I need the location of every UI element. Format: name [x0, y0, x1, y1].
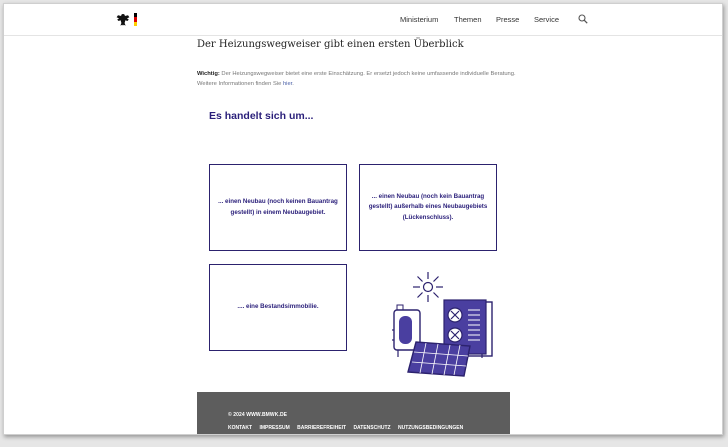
option-neubau-lueckenschluss[interactable] [359, 164, 497, 251]
copyright: © 2024 WWW.BMWK.DE [228, 412, 288, 418]
option-label: ... einen Neubau (noch kein Bauantrag gestellt) außerhalb eines Neubaugebiets (Lückenschluss). [368, 193, 488, 221]
browser-page [3, 3, 723, 435]
option-neubau-neubaugebiet[interactable] [209, 164, 347, 251]
option-label: ... einen Neubau (noch keinen Bauantrag gestellt) in einem Neubaugebiet. [218, 198, 338, 216]
nav-ministerium[interactable]: Ministerium [400, 15, 439, 24]
footer-link-barrierefreiheit[interactable]: BARRIEREFREIHEIT [297, 425, 347, 431]
footer-links [228, 425, 469, 431]
question-heading: Es handelt sich um... [209, 110, 314, 122]
sun-icon [413, 272, 443, 302]
heat-pump-solar-illustration [388, 270, 500, 378]
info-note [197, 70, 517, 89]
nav-service[interactable]: Service [534, 15, 560, 24]
option-label: .... eine Bestandsimmobilie. [237, 303, 319, 311]
nav-themen[interactable]: Themen [454, 15, 482, 24]
federal-eagle-icon[interactable] [116, 13, 130, 26]
solar-panel-icon [408, 342, 470, 376]
footer-link-impressum[interactable]: IMPRESSUM [259, 425, 290, 431]
note-label: Wichtig: [197, 71, 220, 77]
site-header [4, 4, 722, 36]
note-text: Der Heizungswegweiser bietet eine erste Einschätzung. Er ersetzt jedoch keine umfassende individuelle Beratung. Weitere Informationen finden Sie [197, 71, 516, 87]
note-link[interactable]: hier [282, 80, 293, 87]
option-bestandsimmobilie[interactable] [209, 264, 347, 351]
nav-presse[interactable]: Presse [496, 15, 520, 24]
search-icon[interactable] [578, 14, 588, 24]
footer-link-nutzungsbedingungen[interactable]: NUTZUNGSBEDINGUNGEN [397, 425, 464, 431]
german-flag-icon [134, 13, 137, 26]
note-end: . [292, 80, 294, 87]
site-footer [197, 392, 510, 435]
page-title: Der Heizungswegweiser gibt einen ersten Überblick [197, 39, 464, 50]
footer-link-datenschutz[interactable]: DATENSCHUTZ [353, 425, 391, 431]
footer-link-kontakt[interactable]: KONTAKT [228, 425, 253, 431]
